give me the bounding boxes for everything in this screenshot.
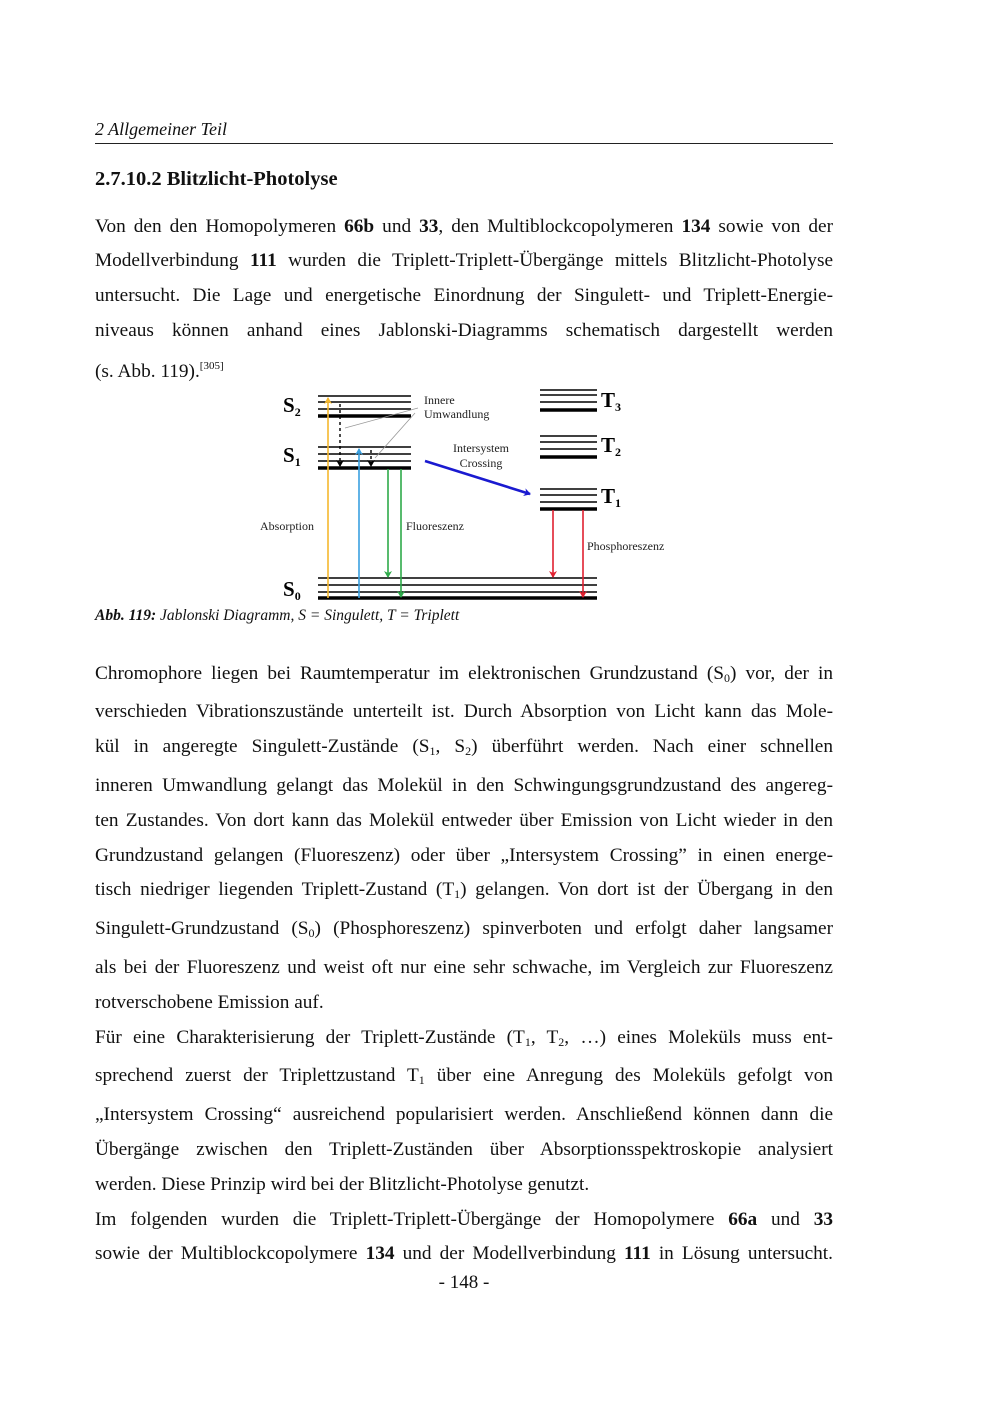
compound-number: 33 (419, 215, 439, 237)
subscript: 1 (429, 744, 436, 759)
text-segment: Von den den Homopolymeren (95, 215, 345, 237)
text-segment: wurden die Triplett-Triplett-Übergänge mittels Blitzlicht-Photolyse (276, 250, 833, 272)
compound-number: 134 (681, 215, 711, 237)
text-line (95, 1168, 833, 1203)
subscript: 1 (454, 887, 461, 902)
text-segment: und (757, 1208, 814, 1230)
label-innere: Innere (424, 393, 455, 407)
text-segment: und (374, 215, 420, 237)
subscript: 1 (524, 1034, 531, 1049)
label-t2: T2 (601, 433, 622, 459)
compound-number: 66a (728, 1208, 758, 1230)
text-segment: untersucht. Die Lage und energetische Einordnung der Singulett- und Triplett-Energie- (95, 285, 833, 307)
caption-text: Jablonski Diagramm, S = Singulett, T = Triplett (156, 607, 460, 624)
text-line (95, 1203, 833, 1238)
label-t1: T1 (601, 484, 622, 510)
compound-number: 111 (623, 1243, 651, 1265)
text-segment: , den Multiblockcopolymeren (438, 215, 682, 237)
text-segment: ) (Phosphoreszenz) spinverboten und erfolgt daher langsamer (314, 918, 833, 940)
text-line (95, 986, 833, 1021)
text-segment: , …) eines Moleküls muss ent- (564, 1026, 833, 1048)
text-line (95, 1098, 833, 1133)
text-segment: kül in angeregte Singulett-Zustände (S (95, 736, 430, 758)
subscript: 2 (465, 744, 472, 759)
text-segment: verschieden Vibrationszustände unterteilt ist. Durch Absorption von Licht kann das Mole- (95, 701, 833, 723)
text-line (95, 695, 833, 730)
label-s0: S0 (283, 577, 301, 603)
compound-number: 33 (813, 1208, 834, 1230)
paragraph-body (95, 657, 833, 1273)
text-segment: in Lösung untersucht. (650, 1243, 833, 1265)
subscript: 2 (558, 1034, 565, 1049)
text-line (95, 804, 833, 839)
text-segment: Grundzustand gelangen (Fluoreszenz) oder über „Intersystem Crossing” in einen energe- (95, 844, 833, 866)
text-segment: sowie der Multiblockcopolymere (95, 1243, 366, 1265)
subscript: 1 (418, 1073, 425, 1088)
text-line (95, 769, 833, 804)
text-line (95, 730, 833, 769)
text-segment: rotverschobene Emission auf. (95, 991, 324, 1013)
label-fluoreszenz: Fluoreszenz (406, 519, 464, 533)
citation-ref: [305] (199, 359, 224, 372)
text-segment: niveaus können anhand eines Jablonski-Diagramms schematisch dargestellt werden (95, 319, 833, 341)
text-line (95, 839, 833, 874)
text-segment: ) gelangen. Von dort ist der Übergang in den (460, 879, 833, 901)
leader-line (375, 413, 415, 458)
text-line (95, 1133, 833, 1168)
label-t3: T3 (601, 388, 622, 414)
text-segment: ten Zustandes. Von dort kann das Molekül entweder über Emission von Licht wieder in den (95, 809, 833, 831)
text-segment: inneren Umwandlung gelangt das Molekül in den Schwingungsgrundzustand des angereg- (95, 774, 833, 796)
label-absorption: Absorption (260, 519, 314, 533)
text-segment: ) überführt werden. Nach einer schnellen (471, 736, 833, 758)
text-line (95, 1021, 833, 1060)
text-line (95, 912, 833, 951)
text-line (95, 657, 833, 696)
text-segment: Für eine Charakterisierung der Triplett-Zustände (T (95, 1026, 525, 1048)
subscript: 0 (723, 670, 730, 685)
label-s2: S2 (283, 393, 301, 419)
label-s1: S1 (283, 443, 301, 469)
leader-line (345, 408, 418, 428)
compound-number: 111 (249, 250, 277, 272)
text-segment: , S (435, 736, 466, 758)
text-segment: Singulett-Grundzustand (S (95, 918, 309, 940)
text-segment: Im folgenden wurden die Triplett-Triplett-Übergänge der Homopolymere (95, 1208, 729, 1230)
section-heading: 2.7.10.2 Blitzlicht-Photolyse (95, 168, 338, 190)
text-segment: sprechend zuerst der Triplettzustand T (95, 1065, 419, 1087)
compound-number: 134 (365, 1243, 395, 1265)
text-line (95, 951, 833, 986)
caption-label: Abb. 119: (95, 607, 157, 624)
text-segment: sowie von der (710, 215, 833, 237)
page-number: - 148 - (438, 1272, 490, 1293)
running-header: 2 Allgemeiner Teil (95, 119, 227, 139)
label-crossing: Crossing (459, 456, 503, 470)
text-segment: (s. Abb. 119). (95, 360, 200, 382)
label-umwandlung: Umwandlung (424, 407, 490, 421)
text-segment: „Intersystem Crossing“ ausreichend popularisiert werden. Anschließend können dann die (95, 1104, 833, 1126)
figure-caption (95, 607, 459, 625)
text-segment: werden. Diese Prinzip wird bei der Blitzlicht-Photolyse genutzt. (95, 1173, 590, 1195)
text-segment: Chromophore liegen bei Raumtemperatur im elektronischen Grundzustand (S (95, 662, 724, 684)
text-line (95, 1237, 833, 1272)
compound-number: 66b (344, 215, 375, 237)
text-line (95, 1059, 833, 1098)
text-segment: , T (530, 1026, 559, 1048)
label-phosphoreszenz: Phosphoreszenz (587, 539, 665, 553)
label-intersystem: Intersystem (453, 441, 509, 455)
text-segment: tisch niedriger liegenden Triplett-Zustand (T (95, 879, 455, 901)
text-segment: ) vor, der in (729, 662, 834, 684)
text-segment: als bei der Fluoreszenz und weist oft nur eine sehr schwache, im Vergleich zur Fluoreszenz (95, 956, 833, 978)
text-segment: über eine Anregung des Moleküls gefolgt von (424, 1065, 833, 1087)
subscript: 0 (308, 926, 315, 941)
text-line (95, 873, 833, 912)
text-segment: Übergänge zwischen den Triplett-Zuständen über Absorptionsspektroskopie analysiert (95, 1138, 833, 1160)
text-segment: und der Modellverbindung (394, 1243, 624, 1265)
text-segment: Modellverbindung (95, 250, 250, 272)
